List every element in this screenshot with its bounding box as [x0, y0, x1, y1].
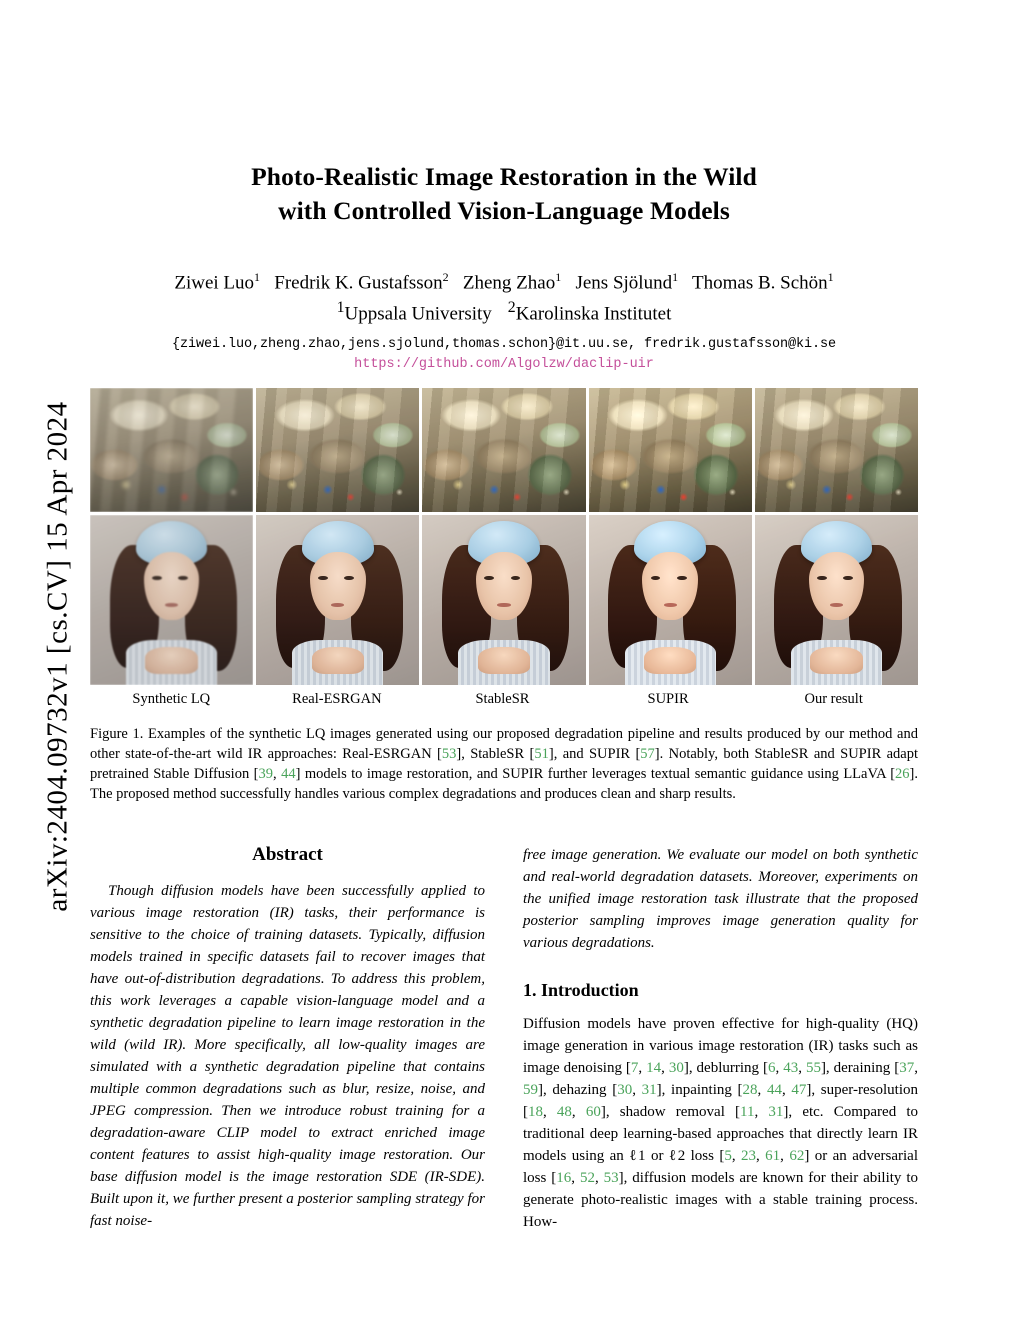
- sep: ,: [638, 1059, 647, 1076]
- citation-52[interactable]: 52: [579, 1170, 595, 1187]
- arxiv-stamp: arXiv:2404.09732v1 [cs.CV] 15 Apr 2024: [41, 401, 74, 912]
- author-4: Jens Sjölund: [575, 272, 673, 294]
- sep: ,: [798, 1059, 806, 1076]
- author-3: Zheng Zhao: [462, 272, 556, 294]
- intro-part-12: ], deraining [: [820, 1059, 900, 1076]
- affiliation-list: [90, 297, 918, 328]
- author-3-affil-marker: 1: [555, 269, 562, 284]
- citation-59[interactable]: 59: [523, 1082, 538, 1099]
- figure-cell-portrait-stablesr: [422, 515, 585, 685]
- sep: ,: [731, 1148, 742, 1165]
- figure-cell-food-real-esrgan: [256, 388, 419, 512]
- intro-part-20: ], inpainting [: [656, 1082, 743, 1099]
- sep: ,: [757, 1082, 767, 1099]
- figure-cell-food-supir: [589, 388, 752, 512]
- citation-7[interactable]: 7: [630, 1059, 639, 1076]
- abstract-text-left: Though diffusion models have been successfully applied to various image restoration (IR) tasks, their performance is sensitive to the choice of training datasets. Typically, diffusion models trained in specific datasets fail to recover images that have out-of-distribution degradations. To address this problem, this work leverages a capable vision-language model and a synthetic degradation pipeline to learn image restoration in the wild (wild IR). More specifically, all low-quality images are simulated with a synthetic degradation pipeline that contains multiple common degradations such as blur, resize, noise, and JPEG compression. Then we introduce robust training for a degradation-aware CLIP model to extract enriched image content features to assist high-quality image restoration. Our base diffusion model is the image restoration SDE (IR-SDE). Built upon it, we further present a posterior sampling strategy for fast noise-: [90, 882, 485, 1230]
- author-1: Ziwei Luo: [174, 272, 255, 294]
- citation-61[interactable]: 61: [765, 1148, 781, 1165]
- right-column: [523, 844, 918, 1234]
- affil-2-marker: 2: [507, 298, 516, 316]
- figure-label-supir: SUPIR: [647, 690, 689, 707]
- sep: ,: [571, 1104, 586, 1121]
- intro-part-44: ] or an adversarial loss [: [523, 1148, 918, 1187]
- figure-caption-sep-1: ,: [272, 765, 282, 782]
- citation-62[interactable]: 62: [789, 1148, 805, 1165]
- citation-31[interactable]: 31: [641, 1082, 657, 1099]
- citation-16[interactable]: 16: [556, 1170, 572, 1187]
- page-title: [90, 160, 918, 229]
- figure-caption-part-6: ] models to image restoration, and SUPIR further leverages textual semantic guidance using LLaVA [: [295, 765, 896, 782]
- abstract-text-right: free image generation. We evaluate our model on both synthetic and real-world degradation datasets. Moreover, experiments on the unified image restoration task illustrate that the proposed posterior sampling improves image generation quality for various degradations.: [523, 846, 918, 951]
- citation-53b[interactable]: 53: [603, 1170, 619, 1187]
- author-2-affil-marker: 2: [442, 269, 449, 284]
- affil-1-name: Uppsala University: [344, 303, 492, 325]
- citation-47[interactable]: 47: [791, 1082, 807, 1099]
- citation-60[interactable]: 60: [585, 1104, 601, 1121]
- intro-part-0: Diffusion models have proven effective for high-quality (HQ) image generation in various image restoration (IR) tasks such as image denoising [: [523, 1015, 918, 1076]
- figure-label-synthetic-lq: Synthetic LQ: [132, 690, 211, 707]
- figure-row-bottom: [90, 515, 918, 685]
- project-url-link[interactable]: https://github.com/Algolzw/daclip-uir: [354, 356, 654, 372]
- sep: ,: [781, 1082, 792, 1099]
- citation-14[interactable]: 14: [646, 1059, 662, 1076]
- sep: ,: [543, 1104, 557, 1121]
- citation-53[interactable]: 53: [441, 745, 457, 762]
- title-line-1: Photo-Realistic Image Restoration in the Wild: [251, 162, 757, 191]
- citation-11[interactable]: 11: [740, 1104, 755, 1121]
- citation-30b[interactable]: 30: [617, 1082, 633, 1099]
- paper-page: [90, 0, 918, 1325]
- sep: ,: [661, 1059, 669, 1076]
- figure-cell-food-our-result: [755, 388, 918, 512]
- author-5: Thomas B. Schön: [692, 272, 828, 294]
- figure-caption-part-7: ]. The proposed method successfully handles various complex degradations and produces clean and sharp results.: [90, 765, 918, 802]
- author-list: [90, 269, 918, 297]
- intro-part-6: ], deblurring [: [683, 1059, 768, 1076]
- figure-label-real-esrgan: Real-ESRGAN: [292, 690, 382, 707]
- author-1-affil-marker: 1: [254, 269, 261, 284]
- sep: ,: [780, 1148, 790, 1165]
- figure-cell-food-stablesr: [422, 388, 585, 512]
- figure-caption-part-2: ], StableSR [: [456, 745, 535, 762]
- author-5-affil-marker: 1: [827, 269, 834, 284]
- citation-39[interactable]: 39: [258, 765, 273, 782]
- two-column-body: [90, 844, 918, 1234]
- intro-part-50: ], diffusion models are known for their ability to generate photo-realistic images with a stable training process. How-: [523, 1170, 919, 1231]
- citation-51[interactable]: 51: [534, 745, 549, 762]
- citation-44b[interactable]: 44: [766, 1082, 782, 1099]
- sep: ,: [571, 1170, 580, 1187]
- intro-part-36: ], etc. Compared to traditional deep learning-based approaches that directly learn IR models using an ℓ1 or ℓ2 loss [: [523, 1104, 919, 1165]
- affil-1-marker: 1: [336, 298, 345, 316]
- figure-caption-part-3: ], and SUPIR [: [548, 745, 641, 762]
- citation-57[interactable]: 57: [640, 745, 655, 762]
- intro-part-32: ], shadow removal [: [600, 1104, 741, 1121]
- citation-5[interactable]: 5: [724, 1148, 732, 1165]
- abstract-heading: Abstract: [252, 843, 323, 865]
- author-2: Fredrik K. Gustafsson: [274, 272, 443, 294]
- citation-23[interactable]: 23: [741, 1148, 757, 1165]
- citation-43[interactable]: 43: [783, 1059, 799, 1076]
- figure-label-stablesr: StableSR: [475, 690, 530, 707]
- figure-cell-portrait-real-esrgan: [256, 515, 419, 685]
- figure-label-our-result: Our result: [804, 690, 863, 707]
- figure-caption: [90, 724, 918, 804]
- sep: ,: [756, 1148, 766, 1165]
- citation-55[interactable]: 55: [805, 1059, 821, 1076]
- introduction-paragraph: [523, 1013, 918, 1233]
- citation-28[interactable]: 28: [742, 1082, 758, 1099]
- intro-part-16: ], dehazing [: [538, 1082, 618, 1099]
- sep: ,: [754, 1104, 769, 1121]
- figure-cell-portrait-our-result: [755, 515, 918, 685]
- citation-26[interactable]: 26: [895, 765, 910, 782]
- author-4-affil-marker: 1: [672, 269, 679, 284]
- citation-6[interactable]: 6: [768, 1059, 776, 1076]
- figure-cell-portrait-synthetic-lq: [90, 515, 253, 685]
- figure-caption-label: Figure 1.: [90, 725, 144, 742]
- intro-part-26: ], super-resolution [: [523, 1082, 918, 1121]
- figure-caption-part-4: ]. Notably, both StableSR and SUPIR adapt pretrained Stable Diffusion [: [90, 745, 918, 782]
- citation-30[interactable]: 30: [668, 1059, 684, 1076]
- sep: ,: [775, 1059, 784, 1076]
- figure-caption-part-1: Examples of the synthetic LQ images generated using our proposed degradation pipeline and results produced by our method and other state-of-the-art wild IR approaches: Real-ESRGAN [: [90, 725, 918, 762]
- title-line-2: with Controlled Vision-Language Models: [278, 196, 730, 226]
- citation-37[interactable]: 37: [899, 1059, 915, 1076]
- sep: ,: [594, 1170, 604, 1187]
- figure-column-labels: [90, 691, 918, 708]
- citation-18[interactable]: 18: [528, 1104, 543, 1121]
- introduction-heading: 1. Introduction: [523, 979, 639, 1000]
- figure-1: [90, 388, 918, 804]
- sep: ,: [632, 1082, 642, 1099]
- author-emails: {ziwei.luo,zheng.zhao,jens.sjolund,thomas.schon}@it.uu.se, fredrik.gustafsson@ki.se: [171, 336, 837, 352]
- citation-44[interactable]: 44: [281, 765, 296, 782]
- sep: ,: [914, 1059, 919, 1076]
- figure-row-top: [90, 388, 918, 512]
- affil-2-name: Karolinska Institutet: [515, 303, 672, 325]
- citation-48[interactable]: 48: [556, 1104, 572, 1121]
- citation-31b[interactable]: 31: [768, 1104, 784, 1121]
- figure-cell-food-synthetic-lq: [90, 388, 253, 512]
- left-column: [90, 844, 485, 1234]
- figure-cell-portrait-supir: [589, 515, 752, 685]
